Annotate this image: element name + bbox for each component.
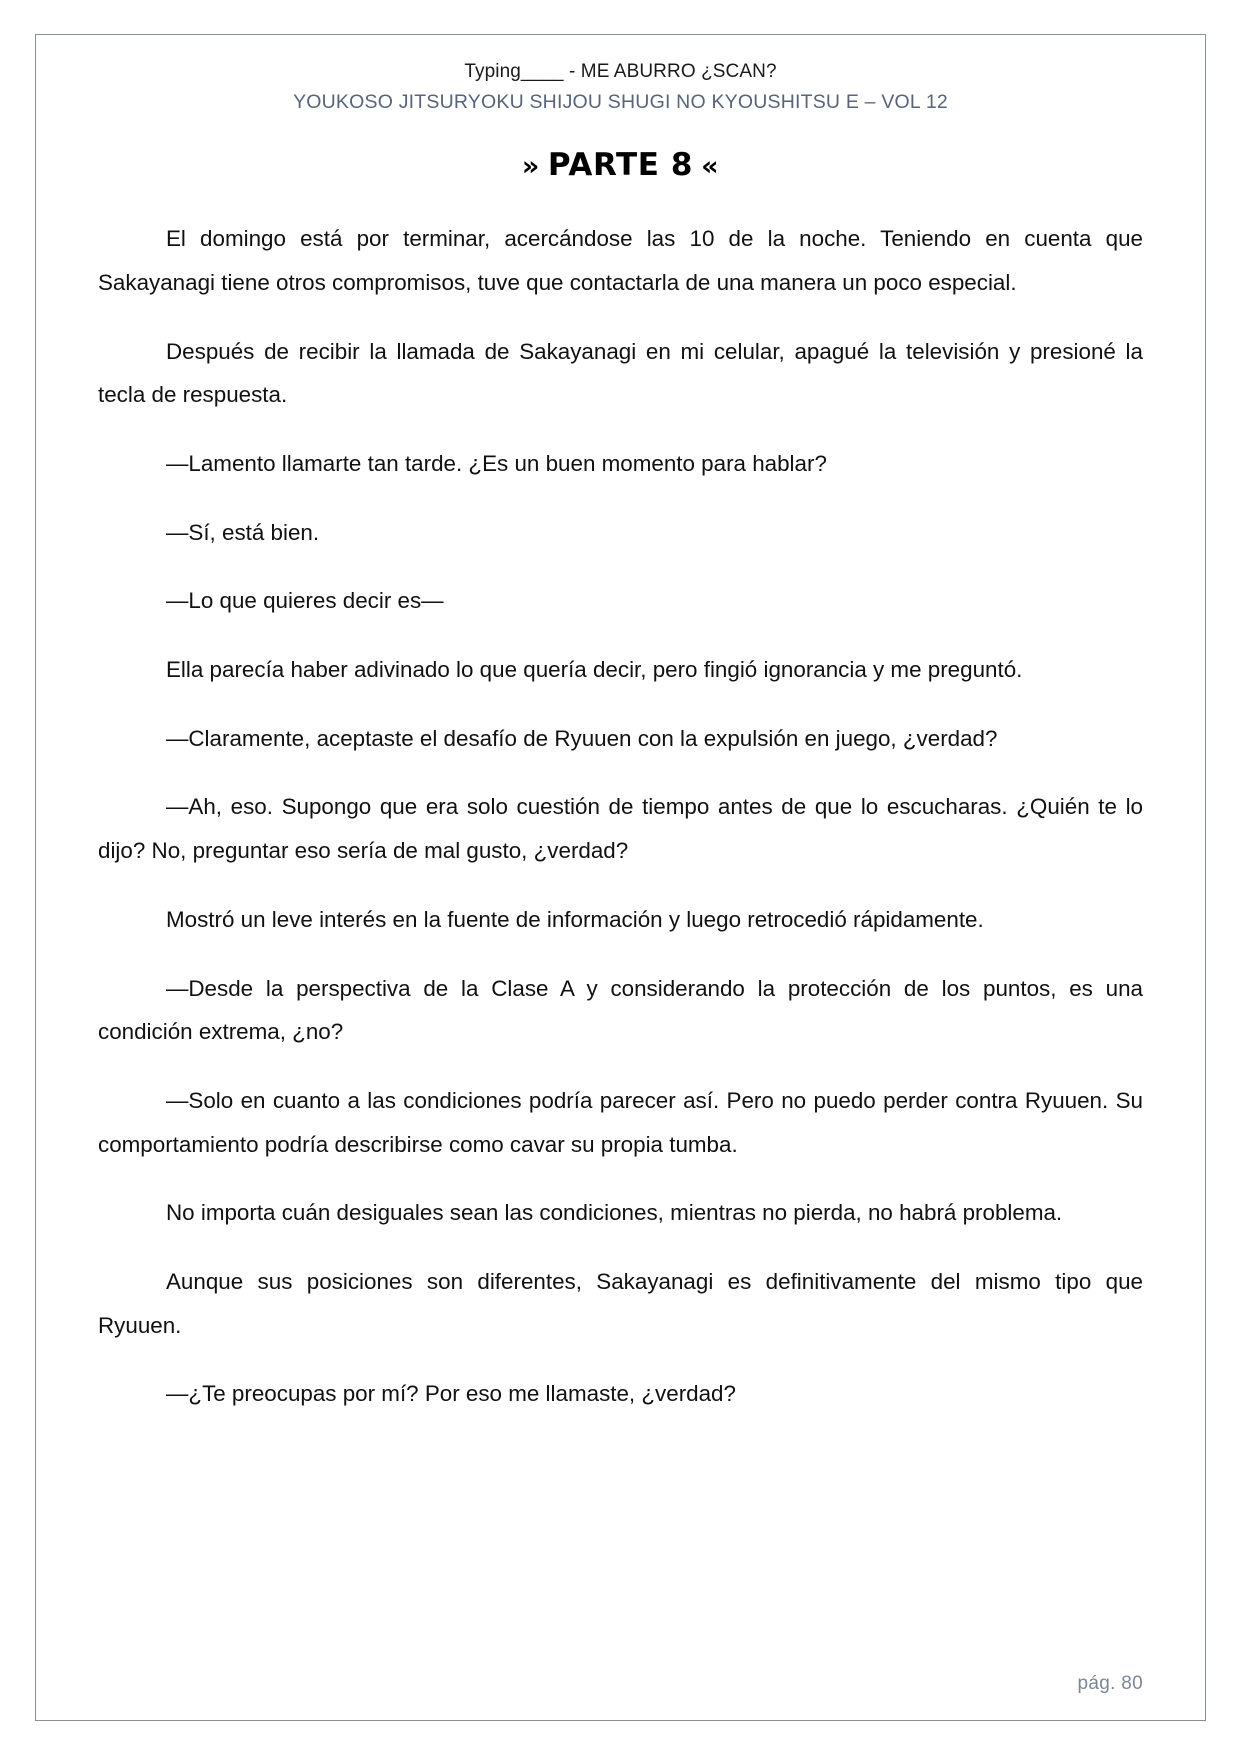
header-series-title: YOUKOSO JITSURYOKU SHIJOU SHUGI NO KYOUSHITSU E – VOL 12 bbox=[293, 91, 948, 114]
paragraph: Ella parecía haber adivinado lo que quería decir, pero fingió ignorancia y me preguntó. bbox=[166, 657, 1023, 683]
paragraph: Aunque sus posiciones son diferentes, Sakayanagi es definitivamente del mismo tipo que Ryuuen. bbox=[98, 1268, 1143, 1338]
dialogue-line: —Lo que quieres decir es— bbox=[166, 588, 444, 614]
paragraph: No importa cuán desiguales sean las condiciones, mientras no pierda, no habrá problema. bbox=[166, 1200, 1063, 1226]
body-text bbox=[98, 217, 1143, 1416]
paragraph: El domingo está por terminar, acercándose las 10 de la noche. Teniendo en cuenta que Sakayanagi tiene otros compromisos, tuve que contactarla de una manera un poco especial. bbox=[98, 226, 1143, 295]
page-content-area bbox=[35, 34, 1206, 1721]
left-guillemet-icon: » bbox=[521, 151, 540, 183]
dialogue-line: —Desde la perspectiva de la Clase A y considerando la protección de los puntos, es una condición extrema, ¿no? bbox=[98, 975, 1143, 1045]
part-title bbox=[98, 147, 1143, 183]
dialogue-line: —Ah, eso. Supongo que era solo cuestión de tiempo antes de que lo escucharas. ¿Quién te lo dijo? No, preguntar eso sería de mal gusto, ¿verdad? bbox=[98, 794, 1143, 864]
document-header bbox=[98, 60, 1143, 115]
page-number: pág. 80 bbox=[1077, 1673, 1143, 1694]
right-guillemet-icon: « bbox=[701, 151, 720, 183]
header-typing-credit: Typing____ - ME ABURRO ¿SCAN? bbox=[464, 61, 777, 82]
paragraph: Después de recibir la llamada de Sakayanagi en mi celular, apagué la televisión y presioné la tecla de respuesta. bbox=[98, 338, 1143, 408]
paragraph: Mostró un leve interés en la fuente de información y luego retrocedió rápidamente. bbox=[166, 906, 984, 932]
dialogue-line: —Claramente, aceptaste el desafío de Ryuuen con la expulsión en juego, ¿verdad? bbox=[166, 725, 998, 751]
dialogue-line: —Solo en cuanto a las condiciones podría parecer así. Pero no puedo perder contra Ryuuen. Su comportamiento podría describirse como cavar su propia tumba. bbox=[98, 1087, 1143, 1157]
dialogue-line: —¿Te preocupas por mí? Por eso me llamaste, ¿verdad? bbox=[166, 1381, 736, 1407]
dialogue-line: —Lamento llamarte tan tarde. ¿Es un buen momento para hablar? bbox=[166, 451, 827, 477]
part-title-text: PARTE 8 bbox=[547, 147, 694, 184]
dialogue-line: —Sí, está bien. bbox=[166, 519, 320, 545]
